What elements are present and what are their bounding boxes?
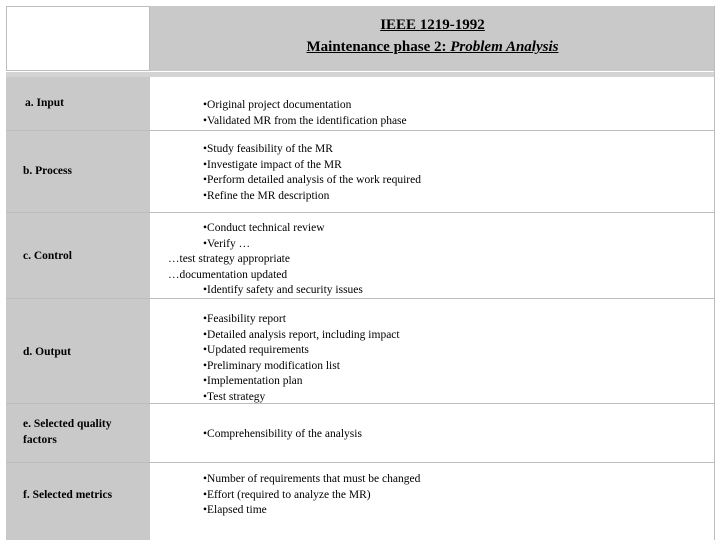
list-item: •Verify … xyxy=(203,237,251,250)
list-item: •Refine the MR description xyxy=(203,189,330,202)
row-divider xyxy=(6,212,715,213)
label-column-grey xyxy=(6,76,150,540)
row-label-quality-factors: e. Selected quality factors xyxy=(23,418,112,446)
list-item: •Perform detailed analysis of the work required xyxy=(203,174,421,186)
control-cell xyxy=(168,221,363,299)
list-item: •Number of requirements that must be changed xyxy=(203,473,421,485)
row-divider xyxy=(6,462,715,463)
list-item: …test strategy appropriate xyxy=(168,253,290,265)
row-divider xyxy=(6,130,715,131)
list-item: •Investigate impact of the MR xyxy=(203,158,342,171)
metrics-cell xyxy=(168,472,420,519)
list-item: •Effort (required to analyze the MR) xyxy=(203,488,371,501)
header-bottom-band xyxy=(6,72,715,77)
list-item: •Elapsed time xyxy=(203,504,267,516)
right-border xyxy=(714,6,715,540)
process-cell xyxy=(168,142,421,204)
row-label-metrics: f. Selected metrics xyxy=(23,489,113,501)
list-item: •Conduct technical review xyxy=(203,222,325,234)
title-phase-name: Problem Analysis xyxy=(450,39,559,55)
row-label-input: a. Input xyxy=(25,97,64,109)
output-cell xyxy=(168,312,400,405)
row-label-output: d. Output xyxy=(23,346,71,358)
title-standard: IEEE 1219-1992 xyxy=(380,17,485,33)
list-item: …documentation updated xyxy=(168,268,288,281)
list-item: •Comprehensibility of the analysis xyxy=(203,428,362,440)
list-item: •Feasibility report xyxy=(203,313,286,325)
top-left-cell xyxy=(6,6,150,71)
list-item: •Test strategy xyxy=(203,390,266,403)
input-cell xyxy=(168,98,407,129)
list-item: •Updated requirements xyxy=(203,344,309,356)
title-phase xyxy=(150,36,715,58)
list-item: •Study feasibility of the MR xyxy=(203,143,333,155)
page-title xyxy=(150,14,715,58)
list-item: •Implementation plan xyxy=(203,375,303,387)
title-phase-prefix: Maintenance phase 2: xyxy=(306,39,451,55)
list-item: •Identify safety and security issues xyxy=(203,284,363,296)
list-item: •Detailed analysis report, including impact xyxy=(203,328,400,341)
list-item: •Validated MR from the identification phase xyxy=(203,114,407,127)
row-label-process: b. Process xyxy=(23,165,72,177)
quality-factors-cell xyxy=(168,427,362,443)
row-label-control: c. Control xyxy=(23,250,72,262)
list-item: •Preliminary modification list xyxy=(203,359,340,372)
list-item: •Original project documentation xyxy=(203,99,352,111)
